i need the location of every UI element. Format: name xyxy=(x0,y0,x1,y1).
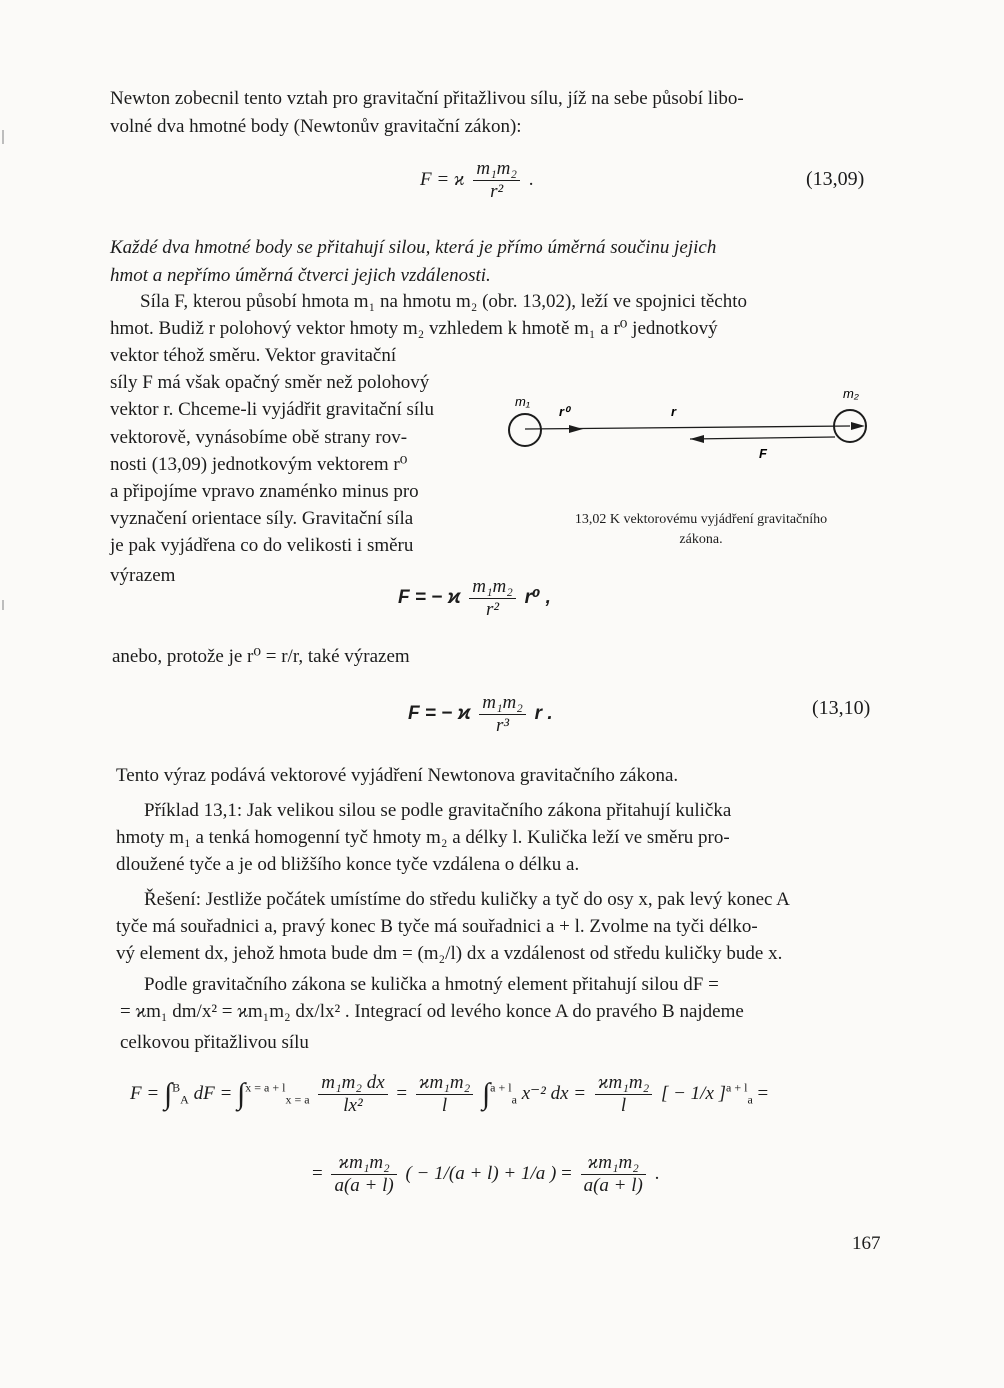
body-line: vektor téhož směru. Vektor gravitační xyxy=(110,345,397,366)
eq-numerator: ϰm₁m₂ xyxy=(416,1072,473,1095)
eq-numerator: ϰm₁m₂ xyxy=(595,1072,652,1095)
eq-tail: r⁰ , xyxy=(524,586,551,608)
eq-part: = xyxy=(561,1162,572,1184)
caption-line: zákona. xyxy=(679,532,723,547)
eq-denominator: r³ xyxy=(496,715,510,736)
body-line: anebo, protože je r⁰ = r/r, také výrazem xyxy=(112,646,410,667)
int-upper: B xyxy=(172,1080,181,1095)
eq-numerator: m₁m₂ xyxy=(473,158,520,181)
label-r0: r⁰ xyxy=(559,404,570,419)
label-r: r xyxy=(671,404,677,419)
r-arrowhead xyxy=(851,422,865,430)
force-vector-line xyxy=(690,437,835,439)
label-F: F xyxy=(759,446,767,461)
integral-sign: ∫ xyxy=(237,1077,246,1111)
equation-integral xyxy=(130,1072,768,1117)
body-line: vektorově, vynásobíme obě strany rov- xyxy=(110,427,408,448)
eq-lhs: F = − ϰ xyxy=(398,586,461,608)
example-line: hmoty m₁ a tenká homogenní tyč hmoty m₂ a délky l. Kulička leží ve směru pro- xyxy=(116,827,730,848)
equation-number: (13,09) xyxy=(806,168,865,190)
label-m2: m₂ xyxy=(843,386,859,401)
equation-result xyxy=(312,1152,659,1197)
eq-paren: ( − 1/(a + l) + 1/a ) xyxy=(405,1162,557,1184)
scan-mark xyxy=(2,600,4,610)
eq-denominator: a(a + l) xyxy=(583,1175,643,1196)
int-lower: a xyxy=(511,1092,517,1107)
body-line: vyznačení orientace síly. Gravitační síla xyxy=(110,508,414,529)
int-lower: x = a xyxy=(285,1092,310,1107)
eq-denominator: l xyxy=(441,1095,448,1116)
r0-arrowhead xyxy=(569,425,583,433)
eq-bracket: [ − 1/x ] xyxy=(660,1082,727,1104)
force-arrowhead xyxy=(690,435,704,443)
body-line: nosti (13,09) jednotkovým vektorem r⁰ xyxy=(110,454,408,475)
int-upper: a + l xyxy=(490,1080,512,1095)
br-lower: a xyxy=(747,1092,753,1107)
integral-sign: ∫ xyxy=(481,1077,491,1111)
equation-13-09 xyxy=(420,158,534,203)
body-line: síly F má však opačný směr než polohový xyxy=(110,372,430,393)
law-line: hmot a nepřímo úměrná čtverci jejich vzdálenosti. xyxy=(110,265,491,286)
body-line: je pak vyjádřena co do velikosti i směru xyxy=(110,535,414,556)
mass-m1-circle xyxy=(509,414,541,446)
eq-part: dF = xyxy=(193,1082,233,1104)
solution-line: tyče má souřadnici a, pravý konec B tyče má souřadnici a + l. Zvolme na tyči délko- xyxy=(116,916,758,937)
eq-denominator: r² xyxy=(490,181,504,202)
eq-part: = xyxy=(396,1082,408,1104)
eq-denominator: a(a + l) xyxy=(334,1175,394,1196)
eq-denominator: l xyxy=(620,1095,627,1116)
eq-numerator: ϰm₁m₂ xyxy=(331,1152,396,1175)
body-line: hmot. Budiž r polohový vektor hmoty m₂ vzhledem k hmotě m₁ a r⁰ jednotkový xyxy=(110,318,718,339)
scan-mark xyxy=(2,130,4,144)
equation-number: (13,10) xyxy=(812,697,871,719)
page-number: 167 xyxy=(852,1233,881,1254)
body-line: a připojíme vpravo znaménko minus pro xyxy=(110,481,419,502)
body-line: výrazem xyxy=(110,565,176,586)
br-upper: a + l xyxy=(726,1080,748,1095)
example-line: Příklad 13,1: Jak velikou silou se podle gravitačního zákona přitahují kulička xyxy=(144,800,732,821)
law-line: Každé dva hmotné body se přitahují silou, která je přímo úměrná součinu jejich xyxy=(110,237,717,258)
int-lower: A xyxy=(180,1092,189,1107)
eq-numerator: m₁m₂ xyxy=(469,576,516,599)
body-line: Tento výraz podává vektorové vyjádření Newtonova gravitačního zákona. xyxy=(116,765,679,786)
eq-denominator: lx² xyxy=(343,1095,363,1116)
eq-part: = xyxy=(757,1082,769,1104)
eq-tail: r . xyxy=(534,702,553,724)
eq-part: x⁻² dx = xyxy=(521,1082,587,1104)
intro-line: volné dva hmotné body (Newtonův gravitační zákon): xyxy=(110,116,522,137)
body-line: Podle gravitačního zákona se kulička a hmotný element přitahují silou dF = xyxy=(144,974,719,995)
eq-tail: . xyxy=(654,1162,660,1184)
caption-line: 13,02 K vektorovému vyjádření gravitačního xyxy=(574,512,828,527)
equation-13-10 xyxy=(408,692,553,737)
figure-caption xyxy=(516,510,886,550)
intro-line: Newton zobecnil tento vztah pro gravitační přitažlivou sílu, jíž na sebe působí libo- xyxy=(110,88,744,109)
eq-numerator: m₁m₂ dx xyxy=(318,1072,387,1095)
eq-numerator: m₁m₂ xyxy=(479,692,526,715)
eq-denominator: r² xyxy=(486,599,500,620)
eq-part: = xyxy=(312,1162,323,1184)
body-line: vektor r. Chceme-li vyjádřit gravitační sílu xyxy=(110,399,434,420)
eq-part: F = xyxy=(130,1082,160,1104)
solution-line: vý element dx, jehož hmota bude dm = (m₂/l) dx a vzdálenost od středu kuličky bude x. xyxy=(116,943,783,964)
solution-line: Řešení: Jestliže počátek umístíme do středu kuličky a tyč do osy x, pak levý konec A xyxy=(144,889,790,910)
eq-tail: . xyxy=(528,168,534,190)
body-line: Síla F, kterou působí hmota m₁ na hmotu m₂ (obr. 13,02), leží ve spojnici těchto xyxy=(140,291,747,312)
figure-13-02 xyxy=(495,380,895,470)
equation-vector-form xyxy=(398,576,551,621)
eq-numerator: ϰm₁m₂ xyxy=(581,1152,646,1175)
label-m1: m₁ xyxy=(515,394,530,409)
int-upper: x = a + l xyxy=(245,1080,286,1095)
example-line: dloužené tyče a je od bližšího konce tyče vzdálena o délku a. xyxy=(116,854,580,875)
eq-lhs: F = − ϰ xyxy=(408,702,471,724)
body-line: = ϰm₁ dm/x² = ϰm₁m₂ dx/lx² . Integrací od levého konce A do pravého B najdeme xyxy=(120,1001,744,1022)
body-line: celkovou přitažlivou sílu xyxy=(120,1032,309,1053)
integral-sign: ∫ xyxy=(163,1077,173,1111)
eq-lhs: F = ϰ xyxy=(420,168,465,190)
